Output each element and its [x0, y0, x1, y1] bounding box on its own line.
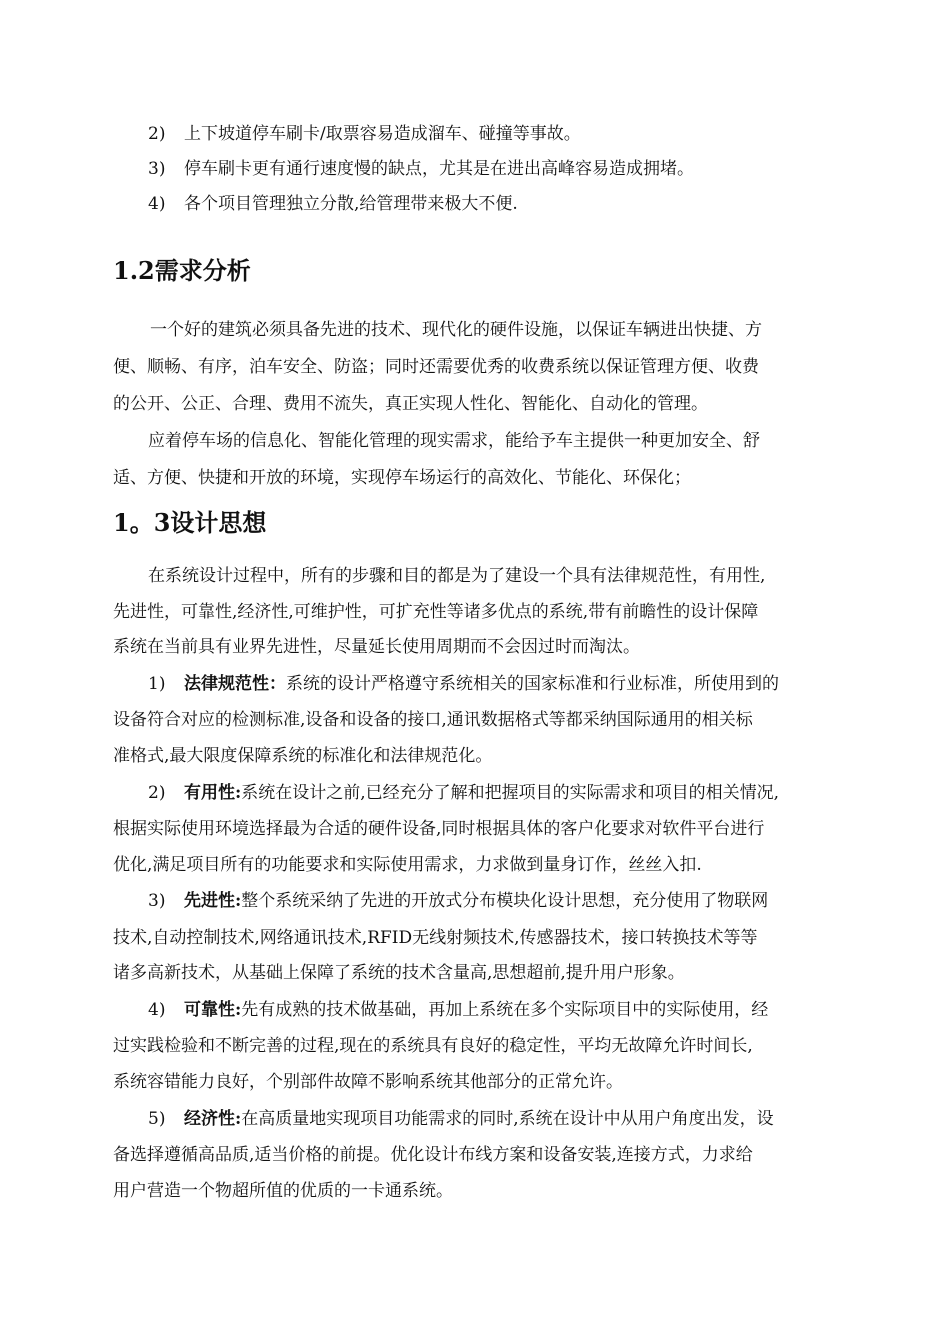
paragraph-line: 诸多高新技术，从基础上保障了系统的技术含量高,思想超前,提升用户形象。	[113, 963, 685, 983]
list-item	[148, 159, 694, 179]
list-number: 3)	[148, 159, 166, 179]
paragraph-line: 适、方便、快捷和开放的环境，实现停车场运行的高效化、节能化、环保化；	[113, 468, 691, 488]
item-number: 4)	[148, 1000, 166, 1020]
design-item-usefulness	[148, 783, 779, 803]
paragraph-line: 应着停车场的信息化、智能化管理的现实需求，能给予车主提供一种更加安全、舒	[148, 431, 760, 451]
paragraph-line: 系统容错能力良好，个别部件故障不影响系统其他部分的正常允许。	[113, 1072, 623, 1092]
design-item-reliability	[148, 1000, 768, 1020]
paragraph-line: 一个好的建筑必须具备先进的技术、现代化的硬件设施，以保证车辆进出快捷、方	[150, 320, 762, 340]
paragraph-line: 备选择遵循高品质,适当价格的前提。优化设计布线方案和设备安装,连接方式，力求给	[113, 1145, 753, 1165]
list-number: 2)	[148, 124, 166, 144]
item-term: 法律规范性：	[184, 674, 286, 694]
list-item	[148, 194, 518, 214]
design-item-legal	[148, 674, 779, 694]
paragraph-line: 设备符合对应的检测标准,设备和设备的接口,通讯数据格式等都采纳国际通用的相关标	[113, 710, 753, 730]
design-item-advanced	[148, 891, 768, 911]
item-term: 经济性:	[184, 1109, 242, 1129]
design-item-economy	[148, 1109, 774, 1129]
item-number: 5)	[148, 1109, 166, 1129]
paragraph-line: 准格式,最大限度保障系统的标准化和法律规范化。	[113, 746, 493, 766]
list-text: 停车刷卡更有通行速度慢的缺点，尤其是在进出高峰容易造成拥堵。	[184, 159, 694, 179]
item-text: 整个系统采纳了先进的开放式分布模块化设计思想，充分使用了物联网	[241, 891, 769, 911]
paragraph-line: 先进性，可靠性,经济性,可维护性，可扩充性等诸多优点的系统,带有前瞻性的设计保障	[113, 602, 759, 622]
list-text: 各个项目管理独立分散,给管理带来极大不便.	[184, 194, 518, 214]
item-term: 先进性:	[184, 891, 242, 911]
item-number: 2)	[148, 783, 166, 803]
section-heading-1-2: 1.2需求分析	[113, 256, 251, 285]
paragraph-line: 根据实际使用环境选择最为合适的硬件设备,同时根据具体的客户化要求对软件平台进行	[113, 819, 765, 839]
paragraph-line: 的公开、公正、合理、费用不流失，真正实现人性化、智能化、自动化的管理。	[113, 394, 708, 414]
item-text: 系统的设计严格遵守系统相关的国家标准和行业标准，所使用到的	[286, 674, 779, 694]
item-number: 1)	[148, 674, 166, 694]
paragraph-line: 用户营造一个物超所值的优质的一卡通系统。	[113, 1181, 453, 1201]
paragraph-line: 过实践检验和不断完善的过程,现在的系统具有良好的稳定性，平均无故障允许时间长,	[113, 1036, 753, 1056]
item-term: 可靠性:	[184, 1000, 242, 1020]
item-text: 系统在设计之前,已经充分了解和把握项目的实际需求和项目的相关情况,	[241, 783, 780, 803]
item-text: 在高质量地实现项目功能需求的同时,系统在设计中从用户角度出发，设	[241, 1109, 774, 1129]
paragraph-line: 在系统设计过程中，所有的步骤和目的都是为了建设一个具有法律规范性，有用性,	[148, 566, 766, 586]
item-number: 3)	[148, 891, 166, 911]
paragraph-line: 技术,自动控制技术,网络通讯技术,RFID无线射频技术,传感器技术，接口转换技术等等	[113, 928, 758, 948]
paragraph-line: 优化,满足项目所有的功能要求和实际使用需求，力求做到量身订作，丝丝入扣.	[113, 855, 702, 875]
section-heading-1-3: 1。3设计思想	[113, 508, 267, 537]
list-text: 上下坡道停车刷卡/取票容易造成溜车、碰撞等事故。	[184, 124, 581, 144]
item-term: 有用性:	[184, 783, 242, 803]
paragraph-line: 便、顺畅、有序，泊车安全、防盗；同时还需要优秀的收费系统以保证管理方便、收费	[113, 357, 759, 377]
item-text: 先有成熟的技术做基础，再加上系统在多个实际项目中的实际使用，经	[241, 1000, 769, 1020]
list-item	[148, 124, 581, 144]
list-number: 4)	[148, 194, 166, 214]
paragraph-line: 系统在当前具有业界先进性，尽量延长使用周期而不会因过时而淘汰。	[113, 637, 640, 657]
